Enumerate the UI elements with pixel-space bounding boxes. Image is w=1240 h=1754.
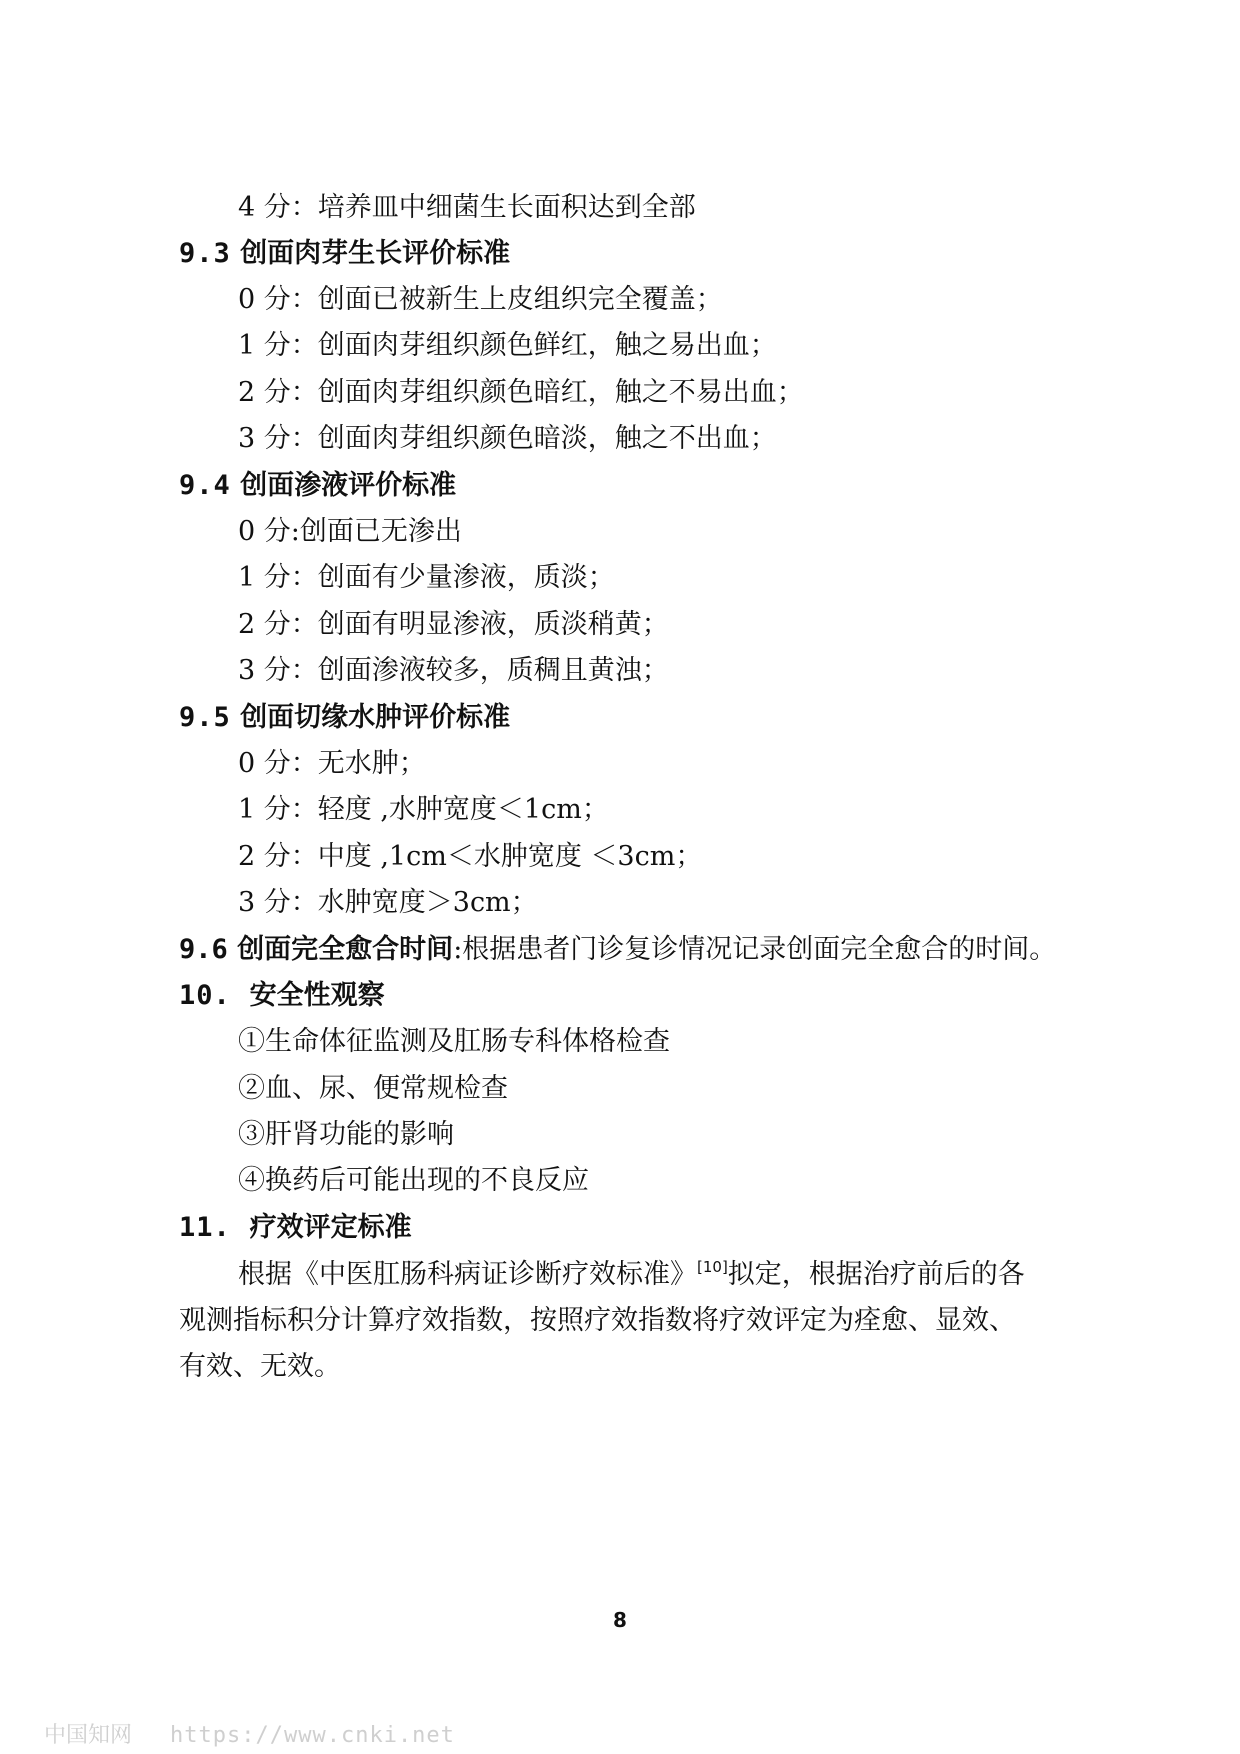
citation-ref: [10] [697, 1258, 728, 1276]
score-line: 0 分:创面已无渗出 [238, 516, 462, 547]
list-item: ②血、尿、便常规检查 [238, 1073, 508, 1104]
score-line: 0 分：创面已被新生上皮组织完全覆盖； [238, 284, 723, 315]
score-line: 3 分：水肿宽度＞3cm； [238, 887, 538, 918]
section-number: 9.4 [179, 470, 231, 501]
watermark-url: https://www.cnki.net [170, 1723, 455, 1748]
section-number: 9.5 [179, 702, 231, 733]
section-heading-9-6 [179, 934, 1056, 966]
section-number: 11. [179, 1212, 231, 1243]
score-line: 2 分：中度 ,1cm＜水肿宽度 ＜3cm； [238, 841, 703, 872]
score-line: 1 分：轻度 ,水肿宽度＜1cm； [238, 794, 609, 825]
page-number: 8 [613, 1608, 627, 1632]
section-title: 疗效评定标准 [249, 1212, 412, 1243]
list-item: ①生命体征监测及肛肠专科体格检查 [238, 1026, 670, 1057]
score-line: 4 分：培养皿中细菌生长面积达到全部 [238, 192, 696, 223]
paragraph-text: 根据《中医肛肠科病证诊断疗效标准》 [238, 1259, 697, 1290]
score-line: 2 分：创面有明显渗液，质淡稍黄； [238, 609, 669, 640]
section-title: 创面渗液评价标准 [240, 470, 457, 501]
section-title: 创面完全愈合时间 [237, 934, 454, 965]
section-number: 9.3 [179, 238, 231, 269]
section-heading-9-3 [179, 238, 510, 270]
section-body: :根据患者门诊复诊情况记录创面完全愈合的时间。 [453, 934, 1057, 965]
list-item: ③肝肾功能的影响 [238, 1119, 454, 1150]
score-line: 1 分：创面有少量渗液，质淡； [238, 562, 615, 593]
section-number: 9.6 [179, 934, 228, 965]
section-heading-11 [179, 1212, 412, 1244]
section-heading-9-4 [179, 470, 456, 502]
score-line: 2 分：创面肉芽组织颜色暗红，触之不易出血； [238, 377, 804, 408]
score-line: 3 分：创面渗液较多，质稠且黄浊； [238, 655, 669, 686]
score-line: 0 分：无水肿； [238, 748, 426, 779]
section-title: 创面切缘水肿评价标准 [240, 702, 511, 733]
section-title: 安全性观察 [249, 980, 385, 1011]
score-line: 3 分：创面肉芽组织颜色暗淡，触之不出血； [238, 423, 777, 454]
score-line: 1 分：创面肉芽组织颜色鲜红，触之易出血； [238, 330, 777, 361]
section-heading-9-5 [179, 702, 510, 734]
watermark-name: 中国知网 [44, 1723, 133, 1748]
watermark [44, 1718, 455, 1749]
section-number: 10. [179, 980, 231, 1011]
list-item: ④换药后可能出现的不良反应 [238, 1165, 589, 1196]
paragraph-text: 拟定，根据治疗前后的各 [727, 1259, 1025, 1290]
paragraph-line: 观测指标积分计算疗效指数，按照疗效指数将疗效评定为痊愈、显效、 [179, 1305, 1016, 1336]
section-title: 创面肉芽生长评价标准 [240, 238, 511, 269]
section-heading-10 [179, 980, 385, 1012]
paragraph-line [238, 1258, 1025, 1291]
paragraph-line: 有效、无效。 [179, 1351, 341, 1382]
